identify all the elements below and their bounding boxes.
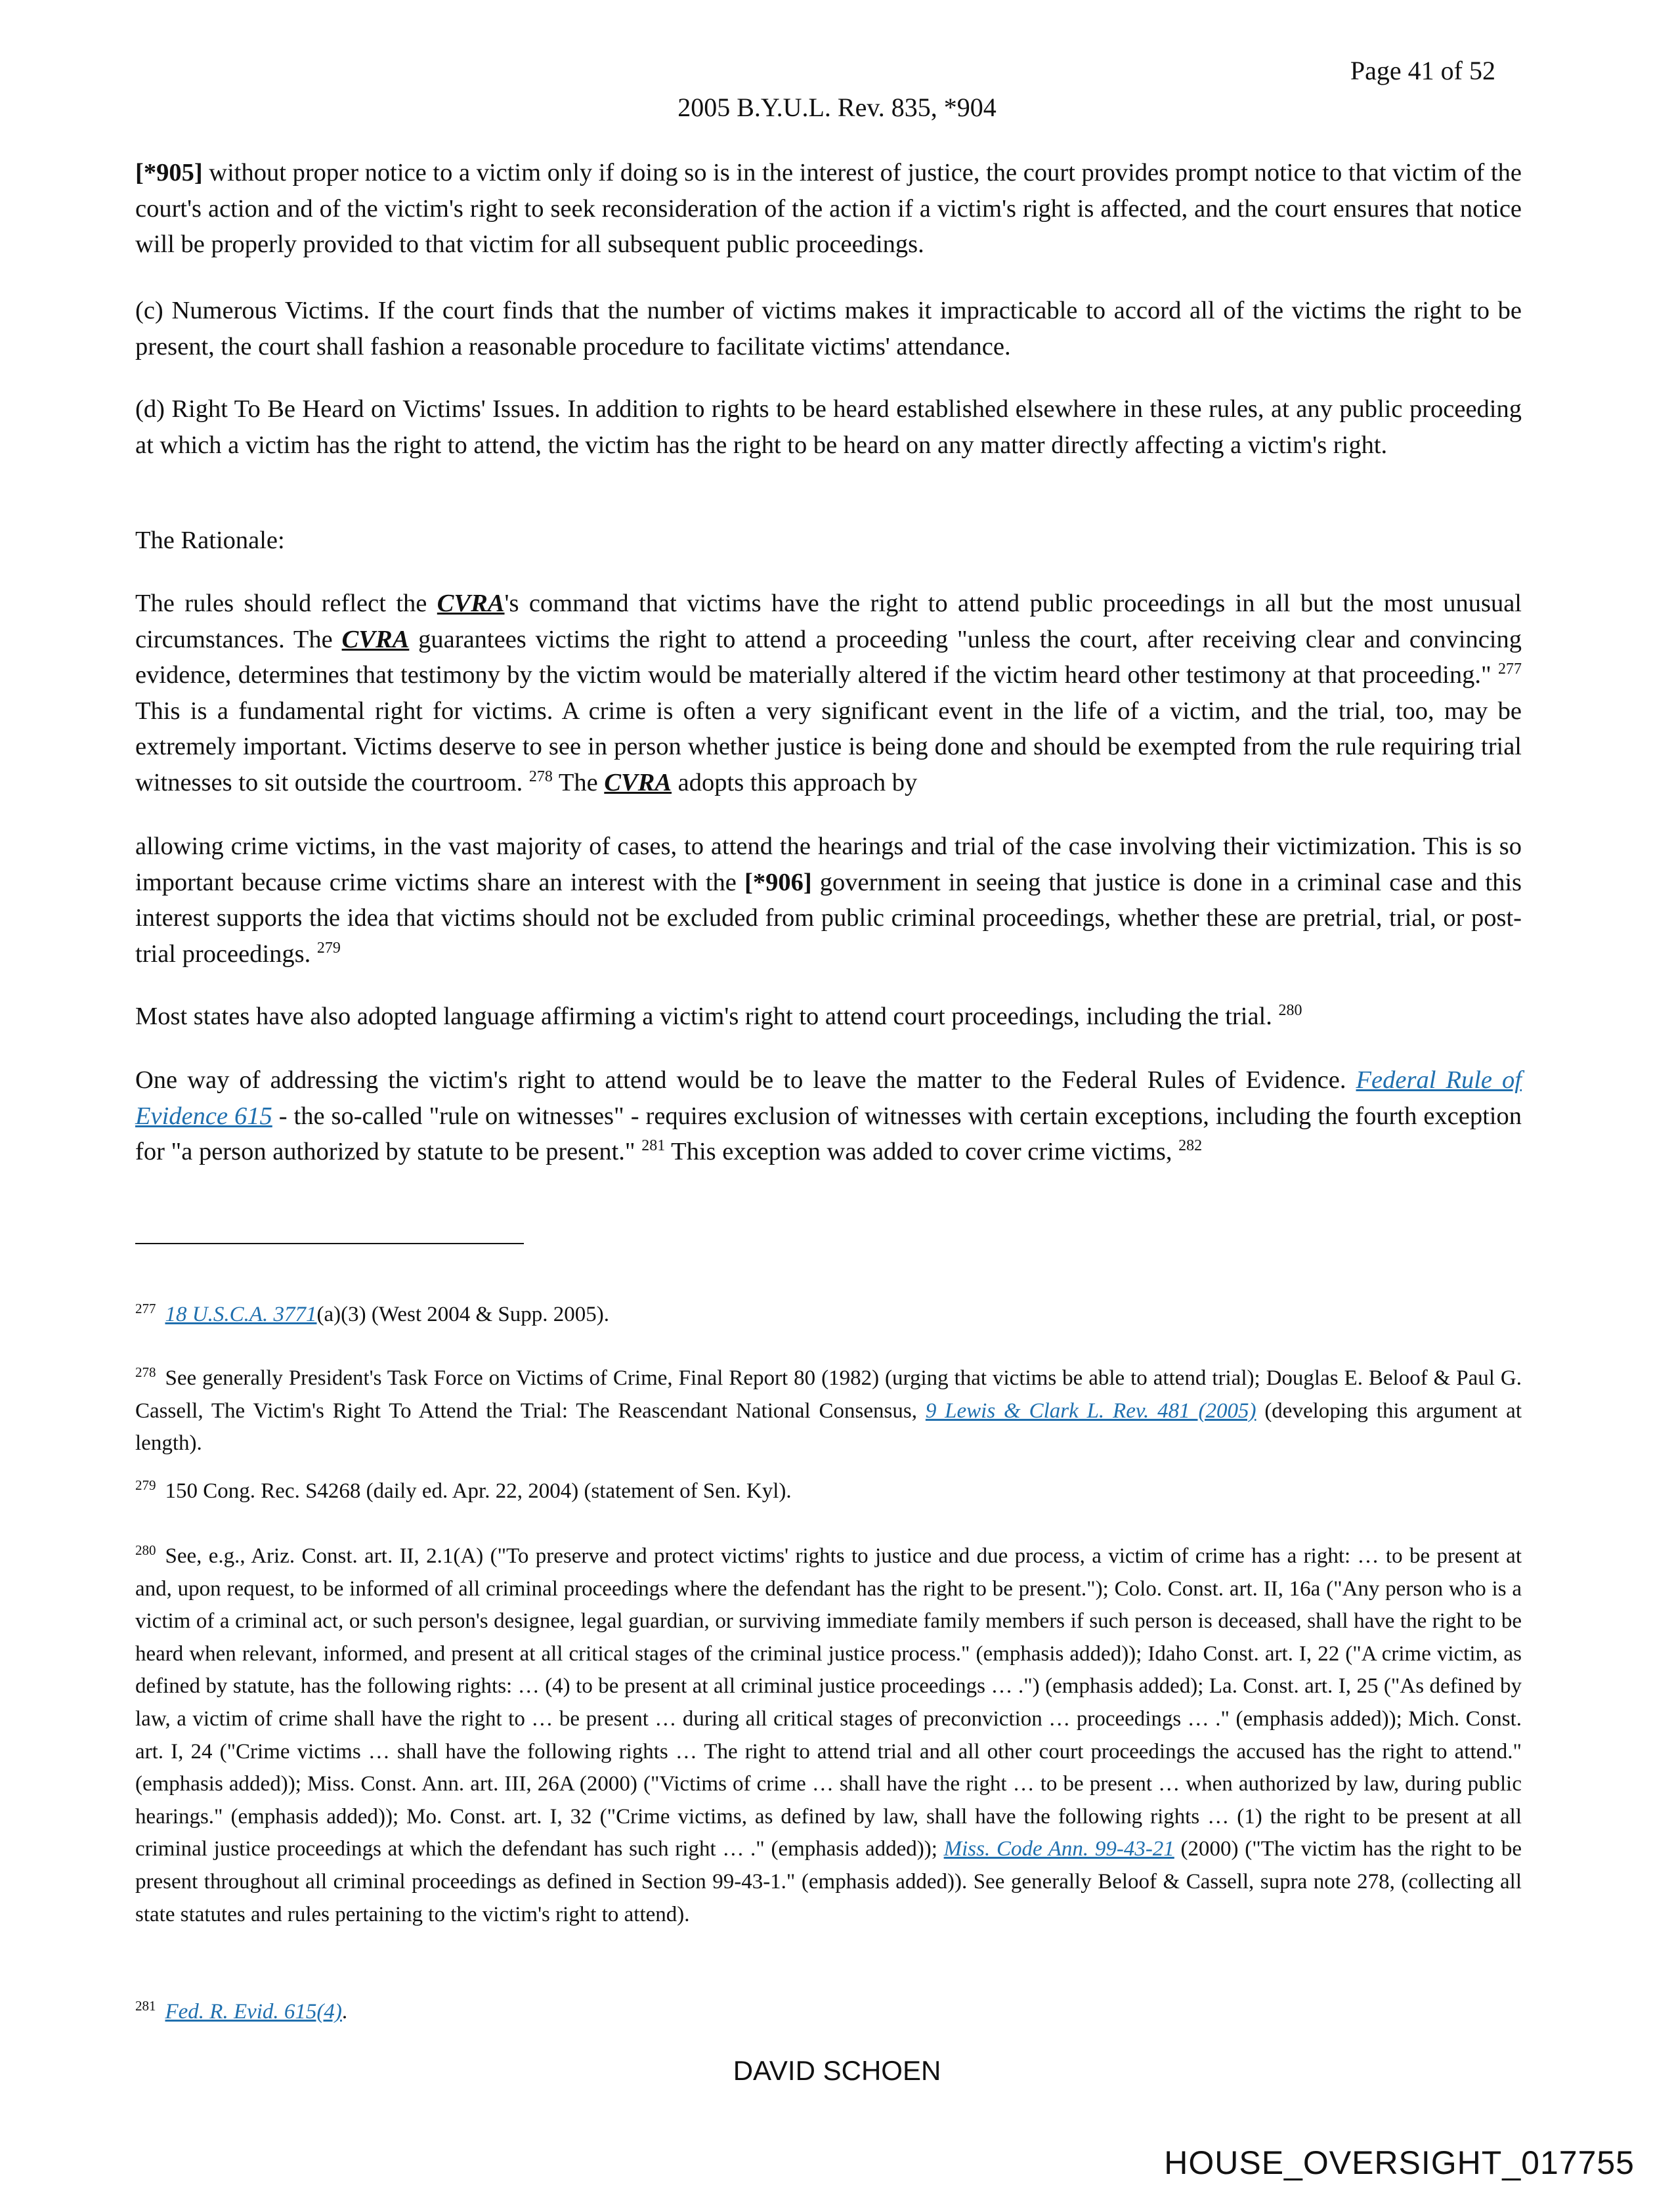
- footnote-277: [135, 1299, 1522, 1332]
- star-page-905: [*905]: [135, 159, 203, 186]
- text: See generally President's Task Force on Victims of Crime, Final Report 80 (1982) (urging that victims be able to attend trial); Douglas E. Beloof & Paul G. Cassell, The Victim's Right To Attend the Trial: The Reascendant National Consensus,: [135, 1366, 1522, 1423]
- bates-number: HOUSE_OVERSIGHT_017755: [1164, 2144, 1635, 2181]
- footnote-ref-278[interactable]: 278: [528, 768, 553, 785]
- footnote-number: 279: [135, 1477, 156, 1493]
- text: One way of addressing the victim's right to attend would be to leave the matter to the Federal Rules of Evidence.: [135, 1066, 1356, 1094]
- star-page-906: [*906]: [744, 868, 812, 896]
- usca-3771-link[interactable]: 18 U.S.C.A. 3771: [165, 1303, 317, 1326]
- text: Most states have also adopted language affirming a victim's right to attend court proceedings, including the trial.: [135, 1003, 1279, 1030]
- footnote-ref-282[interactable]: 282: [1178, 1137, 1203, 1155]
- footnote-number: 277: [135, 1301, 156, 1316]
- text: This is a fundamental right for victims. A crime is often a very significant event in the life of a victim, and the trial, too, may be extremely important. Victims deserve to see in person whether justice is being done and should be exempted from the rule requiring trial witnesses to sit outside the courtroom.: [135, 697, 1522, 796]
- footnote-ref-280[interactable]: 280: [1278, 1002, 1302, 1020]
- paragraph-allowing-victims: [135, 829, 1522, 972]
- heading-rationale: The Rationale:: [135, 527, 285, 554]
- footnote-ref-281[interactable]: 281: [641, 1137, 666, 1155]
- text: This exception was added to cover crime victims,: [665, 1138, 1179, 1165]
- footnote-ref-279[interactable]: 279: [316, 939, 341, 957]
- lewis-clark-link[interactable]: 9 Lewis & Clark L. Rev. 481 (2005): [925, 1399, 1256, 1423]
- running-header-citation: 2005 B.Y.U.L. Rev. 835, *904: [677, 93, 997, 122]
- footnote-number: 278: [135, 1364, 156, 1380]
- text: (a)(3) (West 2004 & Supp. 2005).: [316, 1303, 610, 1326]
- miss-code-link[interactable]: Miss. Code Ann. 99-43-21: [943, 1837, 1174, 1861]
- text: See, e.g., Ariz. Const. art. II, 2.1(A) ("To preserve and protect victims' rights to justice and due process, a victim of crime has a right: … to be present at and, upon request, to be informed of all criminal proceedings where the defendant has the right to be present."); Colo. Const. art. II, 16a ("Any person who is a victim of a criminal act, or such person's designee, legal guardian, or surviving immediate family members if such person is deceased, shall have the right to be heard when relevant, informed, and present at all critical stages of the criminal justice process." (emphasis added)); Idaho Const. art. I, 22 ("A crime victim, as defined by statute, has the following rights: … (4) to be present at all criminal justice proceedings … .") (emphasis added); La. Const. art. I, 25 ("As defined by law, a victim of crime shall have the right to … be present … during all critical stages of preconviction … proceedings … ." (emphasis added)); Mich. Const. art. I, 24 ("Crime victims … shall have the following rights … The right to attend trial and all other court proceedings the accused has the right to attend." (emphasis added)); Miss. Const. Ann. art. III, 26A (2000) ("Victims of crime … shall have the right … to be present … when authorized by law, during public hearings." (emphasis added)); Mo. Const. art. I, 32 ("Crime victims, as defined by law, shall have the following rights … (1) the right to be present at all criminal justice proceedings at which the defendant has such right … ." (emphasis added));: [135, 1544, 1522, 1861]
- text: guarantees victims the right to attend a proceeding "unless the court, after receiving clear and convincing evidence, determines that testimony by the victim would be materially altered if the victim heard other testimony at that proceeding.": [135, 625, 1522, 689]
- text: (2000) ("The victim has the right to be present throughout all criminal proceedings as defined in Section 99-43-1." (emphasis added)). See generally Beloof & Cassell, supra note 278, (collecting all state statutes and rules pertaining to the victim's right to attend).: [135, 1837, 1522, 1926]
- page-number: Page 41 of 52: [1350, 56, 1495, 85]
- text: adopts this approach by: [672, 768, 918, 796]
- text: The: [552, 768, 605, 796]
- paragraph-most-states: [135, 999, 1522, 1035]
- fre-615-4-link[interactable]: Fed. R. Evid. 615(4): [165, 2000, 342, 2024]
- footnote-divider: [135, 1243, 524, 1244]
- text: 150 Cong. Rec. S4268 (daily ed. Apr. 22, 2004) (statement of Sen. Kyl).: [165, 1479, 792, 1503]
- paragraph-numerous-victims: (c) Numerous Victims. If the court finds that the number of victims makes it impracticable to accord all of the victims the right to be present, the court shall fashion a reasonable procedure to facilitate victims' attendance.: [135, 297, 1522, 360]
- text: allowing crime victims, in the vast majority of cases, to attend the hearings and trial of the case involving their victimization. This is so important because crime victims share an interest with the: [135, 833, 1522, 896]
- footer-name: DAVID SCHOEN: [733, 2055, 941, 2086]
- text: - the so-called "rule on witnesses" - requires exclusion of witnesses with certain exceptions, including the fourth exception for "a person authorized by statute to be present.": [135, 1102, 1522, 1165]
- footnote-ref-277[interactable]: 277: [1498, 661, 1522, 678]
- text: government in seeing that justice is done in a criminal case and this interest supports the idea that victims should not be excluded from public criminal proceedings, whether these are pretrial, trial, or post-trial proceedings.: [135, 868, 1522, 968]
- cvra-link[interactable]: CVRA: [604, 768, 672, 796]
- paragraph-text: without proper notice to a victim only if doing so is in the interest of justice, the court provides prompt notice to that victim of the court's action and of the victim's right to seek reconsideration of the action if a victim's right is affected, and the court ensures that notice will be properly provided to that victim for all subsequent public proceedings.: [135, 159, 1522, 258]
- footnote-279: [135, 1475, 1522, 1508]
- text: (developing this argument at length).: [135, 1399, 1522, 1456]
- cvra-link[interactable]: CVRA: [437, 590, 505, 617]
- footnote-number: 281: [135, 1998, 156, 2014]
- text: The rules should reflect the: [135, 590, 437, 617]
- paragraph-right-to-be-heard: (d) Right To Be Heard on Victims' Issues. In addition to rights to be heard established elsewhere in these rules, at any public proceeding at which a victim has the right to attend, the victim has the right to be heard on any matter directly affecting a victim's right.: [135, 395, 1522, 459]
- cvra-link[interactable]: CVRA: [341, 625, 410, 653]
- paragraph-905: [135, 155, 1522, 263]
- paragraph-federal-rules: [135, 1062, 1522, 1170]
- footnote-278: [135, 1362, 1522, 1460]
- text: 's command that victims have the right to attend public proceedings in all but the most unusual circumstances. The: [135, 590, 1522, 653]
- footnote-280: [135, 1540, 1522, 1931]
- fre-615-link[interactable]: Federal Rule of Evidence 615: [135, 1066, 1522, 1130]
- footnote-281: [135, 1996, 1522, 2029]
- text: .: [341, 2000, 348, 2024]
- paragraph-rationale: [135, 586, 1522, 800]
- footnote-number: 280: [135, 1542, 156, 1558]
